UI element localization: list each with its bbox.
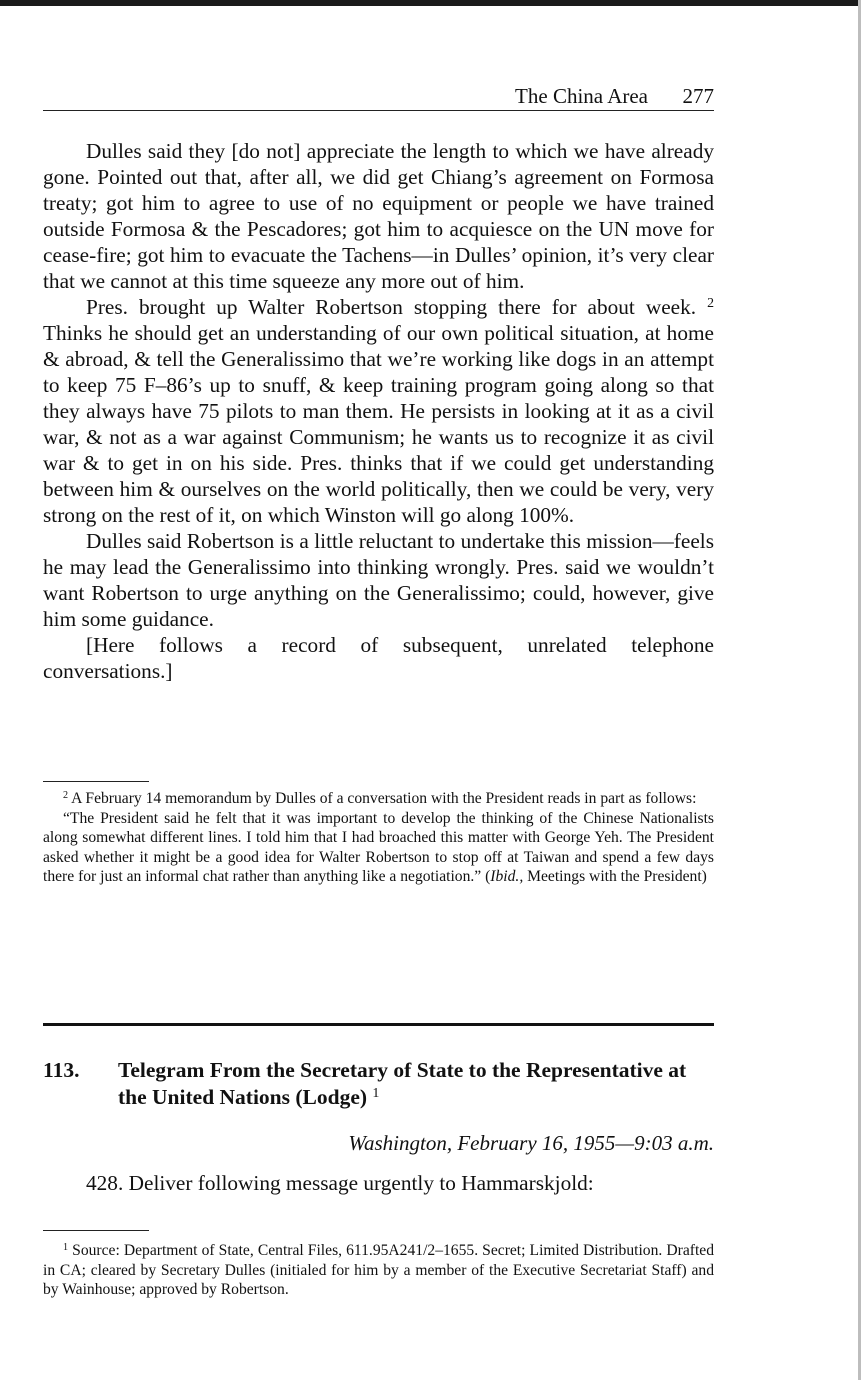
main-text bbox=[43, 138, 714, 684]
footnote-1-text-para bbox=[43, 1241, 714, 1300]
footnote-2-intro-text: A February 14 memorandum by Dulles of a conversation with the President reads in part as follows: bbox=[71, 790, 697, 807]
footnote-2-ibid: Ibid., bbox=[490, 868, 524, 885]
message-opening bbox=[86, 1171, 594, 1196]
footnote-2-citation: Meetings with the President bbox=[527, 868, 702, 885]
footnote-ref-2: 2 bbox=[707, 295, 714, 311]
paragraph-robertson-visit-start: Pres. brought up Walter Robertson stopping there for about week. bbox=[86, 295, 697, 319]
paragraph-robertson-visit-rest: Thinks he should get an understanding of our own political situation, at home & abroad, & tell the Generalissimo that we’re working like dogs in an attempt to keep 75 F–86’s up to snuff, & keep training program going along so that they always have 75 pilots to man them. He persists in looking at it as a civil war, & not as a war against Communism; he wants us to recognize it as civil war & to get in on his side. Pres. thinks that if we could get understanding between him & ourselves on the world politically, then we could be very, very strong on the rest of it, on which Winston will go along 100%. bbox=[43, 321, 714, 527]
message-number: 428. bbox=[86, 1171, 124, 1195]
dateline-place: Washington, bbox=[348, 1131, 453, 1155]
footnote-rule-upper bbox=[43, 781, 149, 782]
dateline-date: February 16, 1955—9:03 a.m. bbox=[457, 1131, 714, 1155]
footnote-1-text: Source: Department of State, Central Files, 611.95A241/2–1655. Secret; Limited Distribution. Drafted in CA; cleared by Secretary Dulles (initialed for him by a member of the Executive Secretariat Staff) and by Wainhouse; approved by Robertson. bbox=[43, 1242, 714, 1298]
paragraph-dulles-appreciation: Dulles said they [do not] appreciate the length to which we have already gone. Pointed out that, after all, we did get Chiang’s agreement on Formosa treaty; got him to agree to use of no equipment or people we have trained outside Formosa & the Pescadores; got him to acquiesce on the UN move for cease-fire; got him to evacuate the Tachens—in Dulles’ opinion, it’s very clear that we cannot at this time squeeze any more out of him. bbox=[43, 139, 714, 293]
document-number: 113. bbox=[43, 1058, 80, 1082]
footnote-2-marker: 2 bbox=[63, 789, 69, 801]
paragraph-robertson-visit bbox=[43, 294, 714, 528]
document-title bbox=[118, 1057, 714, 1111]
dateline bbox=[348, 1131, 714, 1156]
footnote-2-quote-text: “The President said he felt that it was important to develop the thinking of the Chinese Nationalists along somewhat different lines. I told him that I had broached this matter with George Yeh. The President asked whether it might be a good idea for Walter Robertson to stop off at Taiwan and spend a few days there for just an informal chat rather than anything like a negotiation.” bbox=[43, 809, 714, 885]
paragraph-robertson-reluctant: Dulles said Robertson is a little reluctant to undertake this mission—feels he may lead the Generalissimo into thinking wrongly. Pres. said we wouldn’t want Robertson to urge anything on the Generalissimo; could, however, give him some guidance. bbox=[43, 529, 714, 631]
page-number: 277 bbox=[682, 84, 714, 108]
footnote-1-marker: 1 bbox=[63, 1241, 69, 1253]
message-text: Deliver following message urgently to Hammarskjold: bbox=[128, 1171, 594, 1195]
scan-top-edge bbox=[0, 0, 861, 6]
footnote-ref-1: 1 bbox=[372, 1086, 380, 1102]
running-head bbox=[43, 84, 714, 111]
footnote-2-intro bbox=[43, 789, 714, 809]
footnote-2 bbox=[43, 789, 714, 887]
footnote-1 bbox=[43, 1241, 714, 1300]
running-head-title: The China Area bbox=[515, 84, 648, 108]
document-title-text: Telegram From the Secretary of State to the Representative at the United Nations (Lodge) bbox=[118, 1058, 687, 1109]
footnote-rule-lower bbox=[43, 1230, 149, 1231]
footnote-2-quote: “The President said he felt that it was important to develop the thinking of the Chinese Nationalists along somewhat different lines. I told him that I had broached this matter with George Yeh. The President asked whether it might be a good idea for Walter Robertson to stop off at Taiwan and spend a few days there for just an informal chat rather than anything like a negotiation.” (Ibid., Meetings with the President) bbox=[43, 809, 714, 885]
paragraph-editorial-note: [Here follows a record of subsequent, unrelated telephone conversations.] bbox=[43, 633, 714, 683]
document-separator bbox=[43, 1023, 714, 1026]
